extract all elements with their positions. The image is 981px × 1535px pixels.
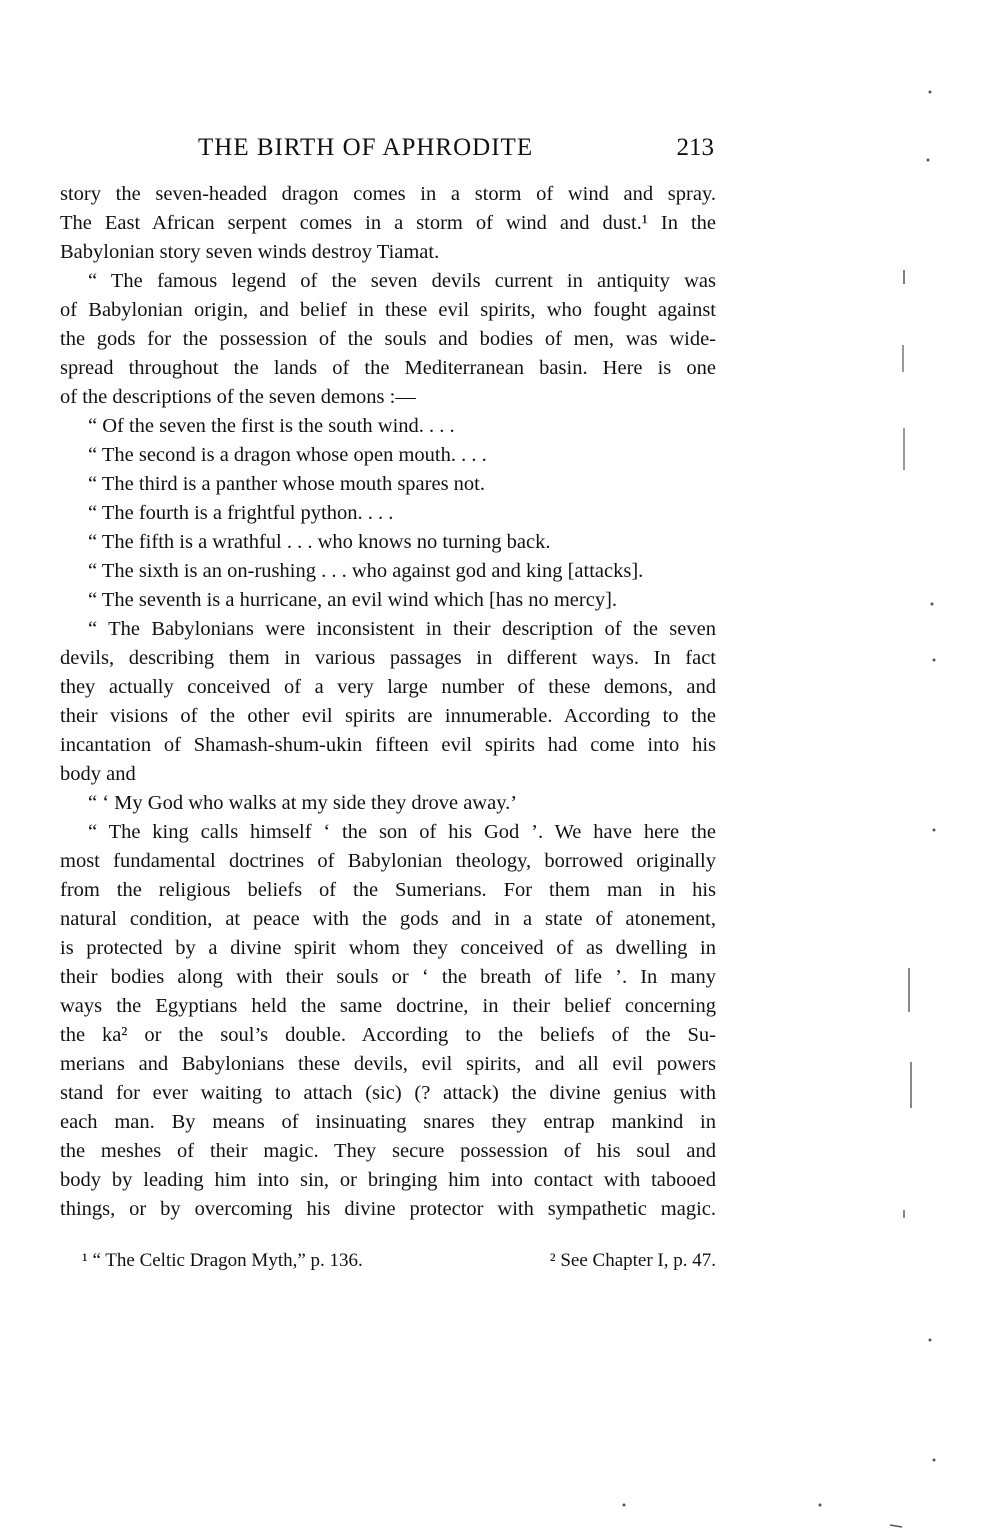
text-line: “ The famous legend of the seven devils current in antiquity was bbox=[88, 270, 716, 292]
text-line: things, or by overcoming his divine protector with sympathetic magic. bbox=[60, 1198, 716, 1220]
text-line: incantation of Shamash-shum-ukin fifteen evil spirits had come into his bbox=[60, 734, 716, 756]
text-line: “ The seventh is a hurricane, an evil wind which [has no mercy]. bbox=[88, 589, 618, 611]
page-header bbox=[60, 128, 714, 168]
text-line: “ Of the seven the first is the south wind. . . . bbox=[88, 415, 455, 437]
text-line: “ The fourth is a frightful python. . . . bbox=[88, 502, 394, 524]
text-line: story the seven-headed dragon comes in a storm of wind and spray. bbox=[60, 183, 716, 205]
text-line: “ The fifth is a wrathful . . . who knows no turning back. bbox=[88, 531, 551, 553]
text-line: “ The third is a panther whose mouth spares not. bbox=[88, 473, 486, 495]
text-line: from the religious beliefs of the Sumerians. For them man in his bbox=[60, 879, 716, 901]
text-line: Babylonian story seven winds destroy Tiamat. bbox=[60, 241, 440, 263]
text-line: “ The sixth is an on-rushing . . . who against god and king [attacks]. bbox=[88, 560, 644, 582]
body-text bbox=[60, 180, 716, 1224]
footnote-1: ¹ “ The Celtic Dragon Myth,” p. 136. bbox=[82, 1250, 363, 1271]
text-line: their bodies along with their souls or ‘ the breath of life ’. In many bbox=[60, 966, 716, 988]
text-line: “ The second is a dragon whose open mouth. . . . bbox=[88, 444, 487, 466]
text-line: merians and Babylonians these devils, evil spirits, and all evil powers bbox=[60, 1053, 716, 1075]
text-line: of the descriptions of the seven demons :— bbox=[60, 386, 416, 408]
page-number: 213 bbox=[676, 134, 714, 161]
text-line: spread throughout the lands of the Mediterranean basin. Here is one bbox=[60, 357, 716, 379]
footnote-2: ² See Chapter I, p. 47. bbox=[549, 1250, 716, 1271]
text-line: “ The king calls himself ‘ the son of his God ’. We have here the bbox=[88, 821, 716, 843]
text-line: ways the Egyptians held the same doctrine, in their belief concerning bbox=[60, 995, 716, 1017]
text-line: they actually conceived of a very large number of these demons, and bbox=[60, 676, 716, 698]
footnotes bbox=[82, 1250, 716, 1272]
text-line: the meshes of their magic. They secure possession of his soul and bbox=[60, 1140, 716, 1162]
running-title: THE BIRTH OF APHRODITE bbox=[198, 134, 534, 161]
text-line: devils, describing them in various passages in different ways. In fact bbox=[60, 647, 716, 669]
text-line: the ka² or the soul’s double. According to the beliefs of the Su- bbox=[60, 1024, 716, 1046]
text-line: most fundamental doctrines of Babylonian theology, borrowed originally bbox=[60, 850, 716, 872]
text-line: of Babylonian origin, and belief in these evil spirits, who fought against bbox=[60, 299, 716, 321]
text-line: the gods for the possession of the souls and bodies of men, was wide- bbox=[60, 328, 716, 350]
text-line: natural condition, at peace with the gods and in a state of atonement, bbox=[60, 908, 716, 930]
text-line: each man. By means of insinuating snares they entrap mankind in bbox=[60, 1111, 716, 1133]
text-line: their visions of the other evil spirits are innumerable. According to the bbox=[60, 705, 716, 727]
text-line: “ ‘ My God who walks at my side they drove away.’ bbox=[88, 792, 518, 814]
text-line: “ The Babylonians were inconsistent in their description of the seven bbox=[88, 618, 716, 640]
text-line: body by leading him into sin, or bringing him into contact with tabooed bbox=[60, 1169, 716, 1191]
text-line: body and bbox=[60, 763, 136, 785]
text-line: The East African serpent comes in a storm of wind and dust.¹ In the bbox=[60, 212, 716, 234]
text-line: is protected by a divine spirit whom they conceived of as dwelling in bbox=[60, 937, 716, 959]
text-line: stand for ever waiting to attach (sic) (? attack) the divine genius with bbox=[60, 1082, 716, 1104]
